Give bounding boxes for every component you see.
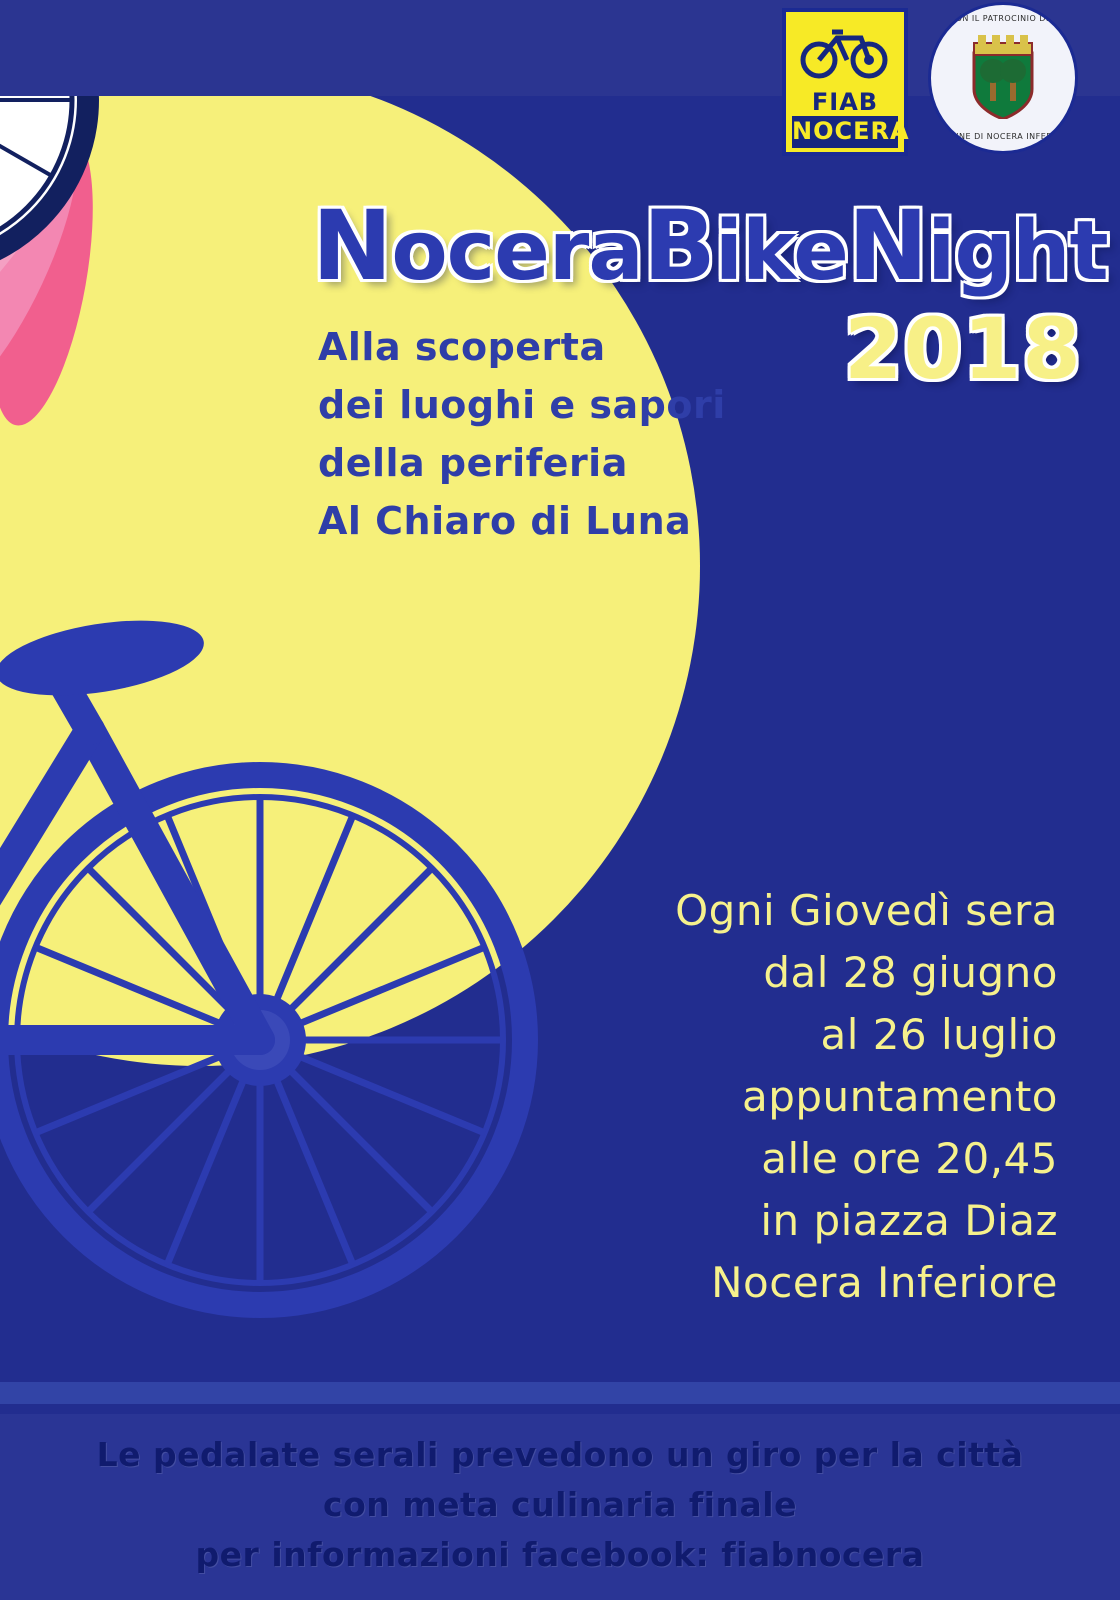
comune-ring-top-text: CON IL PATROCINIO DEL [949,14,1057,23]
schedule-line-2: dal 28 giugno [763,948,1058,997]
schedule-line-5: alle ore 20,45 [761,1134,1058,1183]
bicycle-illustration [0,600,620,1320]
divider-band [0,1382,1120,1404]
fiab-logo [782,8,908,156]
subtitle-block [318,318,726,550]
city-crest-icon [970,35,1036,119]
title-text-ike: ike [714,204,848,299]
title-cap-n1: N [312,190,392,302]
schedule-line-7: Nocera Inferiore [711,1258,1058,1307]
footer-line-1: Le pedalate serali prevedono un giro per la città [96,1435,1024,1474]
title-year: 2018 [844,300,1082,398]
title-text-ocera: ocera [391,204,643,299]
bicycle-icon [799,22,891,82]
title-cap-n2: N [847,190,928,302]
subtitle-line-1: Alla scoperta [318,325,606,369]
title-cap-b: B [642,190,715,302]
schedule-block [675,880,1058,1314]
title-text-ight: ight [927,204,1108,299]
footer-line-2: con meta culinaria finale [323,1485,797,1524]
page-title [312,190,1108,302]
subtitle-line-4: Al Chiaro di Luna [318,499,692,543]
schedule-line-3: al 26 luglio [820,1010,1058,1059]
fiab-label-bottom: NOCERA [792,116,898,148]
schedule-line-4: appuntamento [741,1072,1058,1121]
subtitle-line-2: dei luoghi e sapori [318,383,726,427]
footer-block [0,1414,1120,1600]
schedule-line-1: Ogni Giovedì sera [675,886,1058,935]
fiab-label-top: FIAB [811,88,879,116]
comune-ring-bottom-text: COMUNE DI NOCERA INFERIORE [932,132,1074,141]
schedule-line-6: in piazza Diaz [760,1196,1058,1245]
subtitle-line-3: della periferia [318,441,628,485]
footer-line-3: per informazioni facebook: fiabnocera [195,1535,925,1574]
comune-logo [928,2,1078,154]
